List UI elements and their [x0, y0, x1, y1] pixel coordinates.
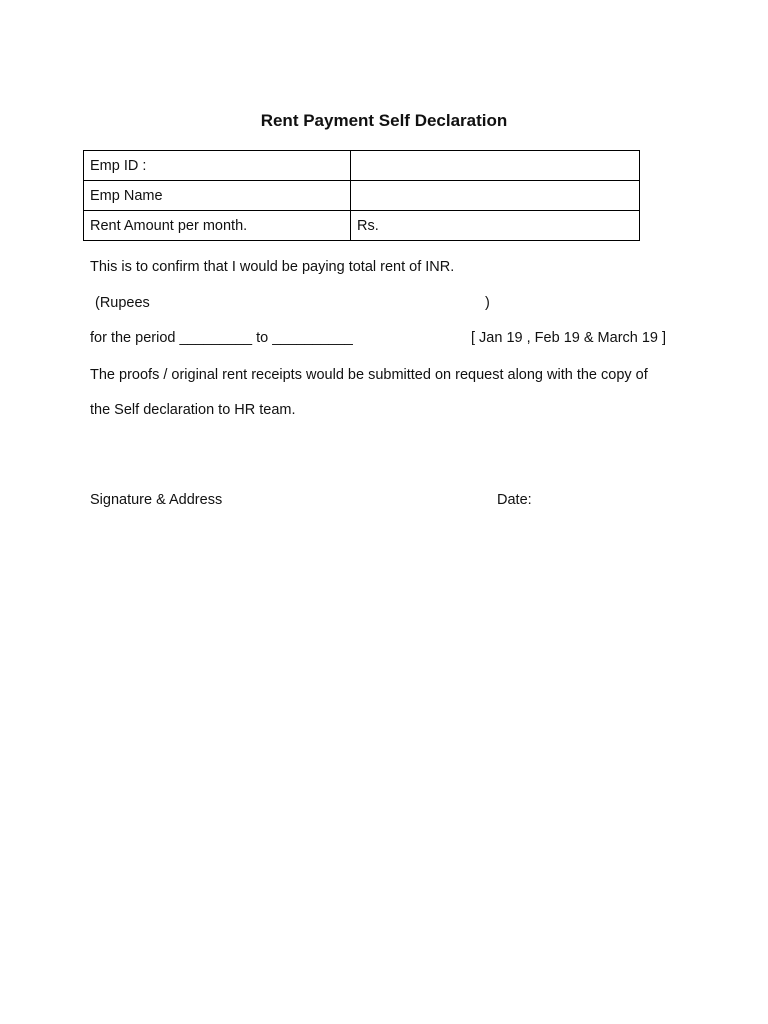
table-row — [84, 181, 640, 211]
emp-name-label: Emp Name — [84, 181, 351, 211]
document-title: Rent Payment Self Declaration — [260, 111, 508, 130]
rent-amount-label: Rent Amount per month. — [84, 211, 351, 241]
confirm-text: This is to confirm that I would be paying total rent of INR. — [90, 259, 455, 275]
table-row — [84, 151, 640, 181]
employee-details-table — [83, 150, 640, 241]
rupees-open-text: (Rupees — [95, 295, 150, 311]
rent-amount-value: Rs. — [351, 211, 640, 241]
proofs-text-line-1: The proofs / original rent receipts would be submitted on request along with the copy of — [90, 367, 648, 383]
period-months-text: [ Jan 19 , Feb 19 & March 19 ] — [471, 330, 667, 346]
table-row — [84, 211, 640, 241]
period-text: for the period _________ to __________ — [90, 330, 353, 346]
emp-name-value — [351, 181, 640, 211]
signature-label: Signature & Address — [90, 492, 223, 508]
rupees-close-text: ) — [485, 295, 490, 311]
emp-id-label: Emp ID : — [84, 151, 351, 181]
emp-id-value — [351, 151, 640, 181]
date-label: Date: — [497, 492, 532, 508]
proofs-text-line-2: the Self declaration to HR team. — [90, 402, 296, 418]
